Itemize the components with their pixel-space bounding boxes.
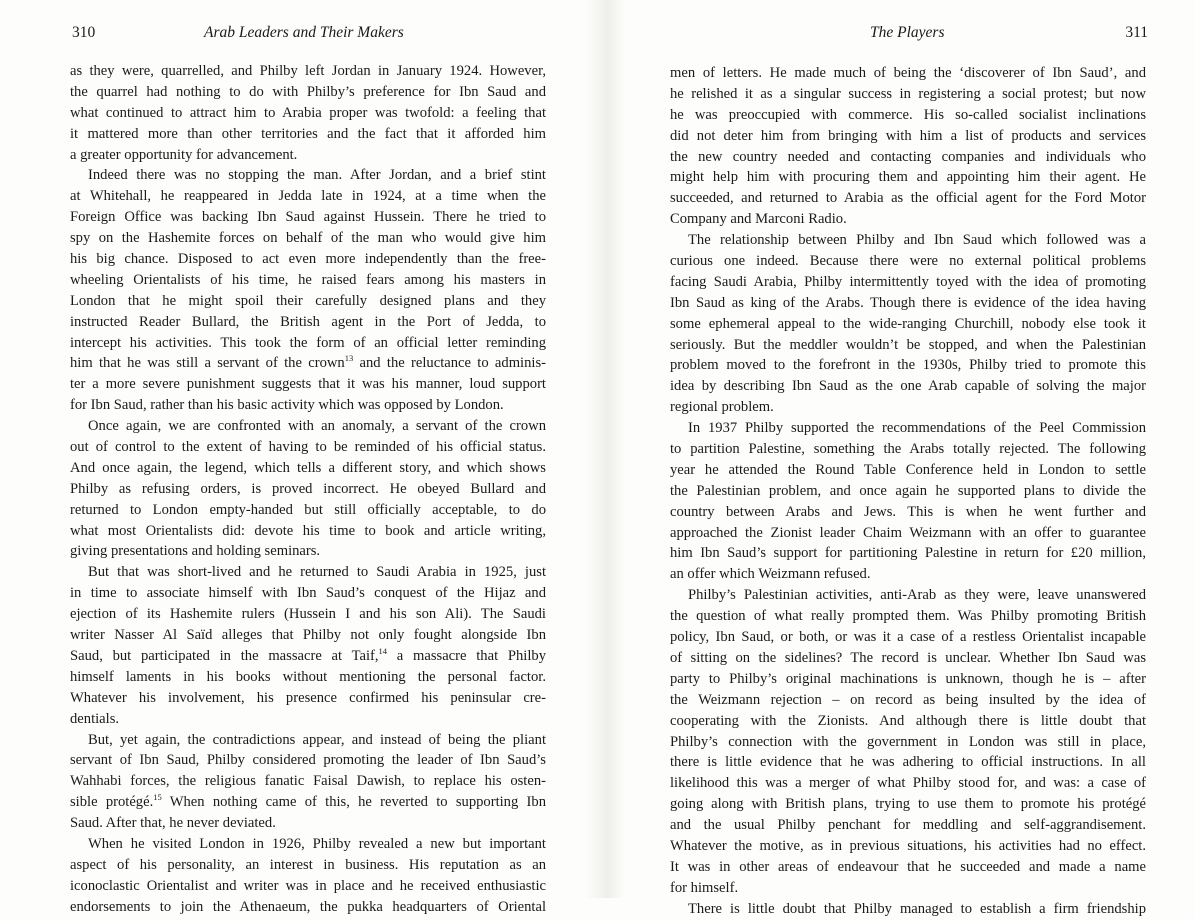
left-page-number: 310 — [72, 24, 96, 41]
text-line — [670, 63, 1146, 84]
text-segment: likelihood this was a merger of what Philby stood for, and was: a case of — [670, 775, 1146, 792]
text-segment: ejection of its Hashemite rulers (Hussein I and his son Ali). The Saudi — [70, 606, 546, 623]
text-segment: to partition Palestine, something the Arabs totally rejected. The following — [670, 441, 1146, 458]
text-line — [70, 897, 546, 918]
text-segment: year he attended the Round Table Conference held in London to settle — [670, 461, 1146, 478]
text-line — [670, 878, 1146, 899]
text-segment: in time to associate himself with Ibn Saud’s conquest of the Hijaz and — [70, 585, 546, 602]
text-line — [670, 669, 1146, 690]
text-line — [670, 564, 1146, 585]
right-page-body — [670, 63, 1146, 920]
text-segment: wheeling Orientalists of his time, he raised fears among his masters in — [70, 271, 546, 288]
text-line — [670, 314, 1146, 335]
text-line — [670, 585, 1146, 606]
text-segment: problem moved to the forefront in the 1930s, Philby tried to promote this — [670, 357, 1146, 374]
text-segment: The relationship between Philby and Ibn Saud which followed was a — [688, 232, 1146, 249]
footnote-marker: 13 — [344, 353, 354, 364]
text-segment: seriously. But the meddler wouldn’t be stopped, and when the Palestinian — [670, 336, 1146, 353]
right-running-head: The Players — [870, 24, 945, 41]
text-line — [670, 397, 1146, 418]
text-line — [70, 207, 546, 228]
text-segment: party to Philby’s original machinations is unknown, though he is – after — [670, 670, 1146, 687]
text-segment: his big chance. Disposed to act even more independently than the free- — [70, 251, 546, 268]
right-running-header — [670, 24, 1146, 44]
text-segment: But, yet again, the contradictions appear, and instead of being the pliant — [88, 731, 546, 748]
text-line — [70, 771, 546, 792]
text-line — [670, 105, 1146, 126]
text-line — [670, 167, 1146, 188]
text-segment: aspect of his personality, an interest in business. His reputation as an — [70, 856, 546, 873]
text-segment: a greater opportunity for advancement. — [70, 146, 298, 163]
text-segment: Philby as refusing orders, is proved incorrect. He obeyed Bullard and — [70, 480, 546, 497]
text-segment: giving presentations and holding seminars. — [70, 543, 321, 560]
text-segment: and the usual Philby penchant for meddling and self-aggrandisement. — [670, 817, 1146, 834]
text-line — [70, 291, 546, 312]
text-segment: Foreign Office was backing Ibn Saud against Hussein. There he tried to — [70, 209, 546, 226]
text-line — [670, 648, 1146, 669]
text-line — [670, 502, 1146, 523]
text-segment: intercept his activities. This took the form of an official letter reminding — [70, 334, 546, 351]
text-segment: instructed Reader Bullard, the British agent in the Port of Jedda, to — [70, 313, 546, 330]
text-segment: he relished it as a singular success in registering a social protest; but now — [670, 85, 1146, 102]
left-running-header — [70, 24, 546, 44]
text-segment: him that he was still a servant of the crown — [70, 355, 345, 372]
text-segment: dentials. — [70, 710, 120, 727]
text-segment: iconoclastic Orientalist and writer was in place and he received enthusiastic — [70, 877, 546, 894]
text-line — [70, 625, 546, 646]
text-line — [70, 228, 546, 249]
text-segment: a massacre that Philby — [387, 647, 546, 664]
text-segment: regional problem. — [670, 399, 774, 416]
text-line — [670, 209, 1146, 230]
text-line — [70, 82, 546, 103]
book-gutter — [585, 0, 625, 898]
text-line — [70, 395, 546, 416]
text-segment: did not deter him from bringing with him a list of products and services — [670, 127, 1146, 144]
text-segment: There is little doubt that Philby managed to establish a firm friendship — [688, 900, 1146, 917]
left-running-head: Arab Leaders and Their Makers — [204, 24, 404, 41]
text-segment: the Palestinian problem, and once again he supported plans to divide the — [670, 482, 1146, 499]
text-line — [670, 126, 1146, 147]
text-line — [70, 834, 546, 855]
text-segment: and the reluctance to adminis- — [353, 355, 547, 372]
right-page — [670, 0, 1148, 917]
text-line — [670, 523, 1146, 544]
text-segment: endorsements to join the Athenaeum, the pukka headquarters of Oriental — [70, 898, 546, 915]
text-line — [70, 667, 546, 688]
text-segment: there is little evidence that he was adhering to official instructions. In all — [670, 754, 1146, 771]
text-line — [670, 794, 1146, 815]
text-segment: facing Saudi Arabia, Philby intermittently toyed with the idea of promoting — [670, 273, 1146, 290]
text-segment: Saud. After that, he never deviated. — [70, 815, 276, 832]
text-segment: for Ibn Saud, rather than his basic activity which was opposed by London. — [70, 397, 504, 414]
text-segment: of sitting on the sidelines? The record is unclear. Whether Ibn Saud was — [670, 649, 1146, 666]
text-line — [670, 147, 1146, 168]
text-line — [70, 855, 546, 876]
text-segment: some ephemeral appeal to the wide-ranging Churchill, nobody else took it — [670, 315, 1146, 332]
text-segment: he was preoccupied with commerce. His so-called socialist inclinations — [670, 106, 1146, 123]
text-segment: When he visited London in 1926, Philby revealed a new but important — [88, 835, 546, 852]
text-segment: returned to London empty-handed but still officially acceptable, to do — [70, 501, 546, 518]
left-page-body — [70, 61, 546, 918]
text-line — [70, 521, 546, 542]
text-segment: the Weizmann rejection – on record as being insulted by the idea of — [670, 691, 1146, 708]
text-line — [70, 312, 546, 333]
text-line — [70, 813, 546, 834]
text-line — [70, 541, 546, 562]
text-line — [70, 61, 546, 82]
text-line — [670, 543, 1146, 564]
text-segment: succeeded, and returned to Arabia as the official agent for the Ford Motor — [670, 190, 1146, 207]
text-segment: might help him with procuring them and appointing him their agent. He — [670, 169, 1146, 186]
text-line — [70, 688, 546, 709]
text-line — [70, 646, 546, 667]
text-segment: out of control to the extent of having to be reminded of his official status. — [70, 439, 546, 456]
text-segment: Ibn Saud as king of the Arabs. Though there is evidence of the idea having — [670, 294, 1146, 311]
text-segment: ter a more severe punishment suggests that it was his manner, loud support — [70, 376, 546, 393]
text-segment: for himself. — [670, 879, 739, 896]
text-segment: cooperating with the Zionists. And although there is little doubt that — [670, 712, 1146, 729]
text-segment: at Whitehall, he reappeared in Jedda late in 1924, at a time when the — [70, 188, 546, 205]
text-segment: as they were, quarrelled, and Philby left Jordan in January 1924. However, — [70, 63, 546, 79]
text-line — [670, 84, 1146, 105]
text-line — [670, 188, 1146, 209]
text-line — [70, 792, 546, 813]
text-line — [670, 481, 1146, 502]
text-line — [670, 690, 1146, 711]
text-line — [670, 335, 1146, 356]
text-segment: approached the Zionist leader Chaim Weizmann with an offer to guarantee — [670, 524, 1146, 541]
text-segment: policy, Ibn Saud, or both, or was it a case of a restless Orientalist incapable — [670, 629, 1146, 646]
text-line — [70, 730, 546, 751]
text-segment: what continued to attract him to Arabia proper was twofold: a feeling that — [70, 104, 546, 121]
text-segment: curious one indeed. Because there were no external political problems — [670, 253, 1146, 270]
text-segment: It was in other areas of endeavour that he succeeded and made a name — [670, 858, 1146, 875]
text-line — [670, 773, 1146, 794]
text-line — [670, 711, 1146, 732]
text-line — [670, 355, 1146, 376]
text-line — [670, 815, 1146, 836]
text-segment: it mattered more than other territories and the fact that it afforded him — [70, 125, 546, 142]
text-segment: country between Arabs and Jews. This is when he went further and — [670, 503, 1146, 520]
text-line — [670, 418, 1146, 439]
text-line — [70, 103, 546, 124]
text-line — [70, 165, 546, 186]
text-segment: Wahhabi forces, the religious fanatic Faisal Dawish, to replace his osten- — [70, 773, 546, 790]
text-line — [670, 460, 1146, 481]
text-segment: him Ibn Saud’s support for partitioning Palestine in return for £20 million, — [670, 545, 1146, 562]
text-segment: And once again, the legend, which tells a different story, and which shows — [70, 459, 546, 476]
footnote-marker: 15 — [153, 792, 162, 803]
text-segment: the quarrel had nothing to do with Philby’s preference for Ibn Saud and — [70, 83, 546, 100]
text-line — [70, 145, 546, 166]
text-segment: Indeed there was no stopping the man. After Jordan, and a brief stint — [88, 167, 546, 184]
text-line — [70, 333, 546, 354]
text-line — [670, 899, 1146, 920]
text-segment: Company and Marconi Radio. — [670, 211, 847, 228]
text-segment: men of letters. He made much of being the ‘discoverer of Ibn Saud’, and — [670, 65, 1146, 81]
text-line — [70, 562, 546, 583]
text-segment: spy on the Hashemite forces on behalf of the man who would give him — [70, 230, 546, 247]
text-segment: But that was short-lived and he returned to Saudi Arabia in 1925, just — [88, 564, 546, 581]
text-line — [670, 439, 1146, 460]
text-segment: himself laments in his books without mentioning the personal factor. — [70, 668, 546, 685]
text-line — [70, 374, 546, 395]
text-segment: idea by describing Ibn Saud as the one Arab capable of solving the major — [670, 378, 1146, 395]
text-line — [70, 458, 546, 479]
text-segment: the question of what really prompted them. Was Philby promoting British — [670, 608, 1146, 625]
text-segment: the new country needed and contacting companies and individuals who — [670, 148, 1146, 165]
text-line — [670, 272, 1146, 293]
right-page-number: 311 — [1125, 24, 1148, 41]
text-line — [670, 627, 1146, 648]
text-line — [670, 732, 1146, 753]
text-line — [70, 604, 546, 625]
left-page — [70, 0, 547, 915]
text-line — [70, 583, 546, 604]
text-line — [670, 752, 1146, 773]
text-segment: Philby’s Palestinian activities, anti-Arab as they were, leave unanswered — [688, 587, 1146, 604]
text-line — [670, 606, 1146, 627]
text-line — [670, 376, 1146, 397]
text-line — [70, 249, 546, 270]
text-segment: Saud, but participated in the massacre at Taif, — [70, 647, 379, 664]
text-segment: what most Orientalists did: devote his time to book and article writing, — [70, 522, 546, 539]
text-segment: an offer which Weizmann refused. — [670, 566, 871, 583]
text-line — [670, 230, 1146, 251]
text-line — [670, 251, 1146, 272]
text-line — [70, 479, 546, 500]
text-segment: When nothing came of this, he reverted to supporting Ibn — [161, 794, 546, 811]
text-line — [670, 293, 1146, 314]
text-line — [70, 709, 546, 730]
text-segment: London that he might spoil their carefully designed plans and they — [70, 292, 546, 309]
text-line — [70, 750, 546, 771]
text-segment: Whatever the motive, as in previous situations, his activities had no effect. — [670, 837, 1146, 854]
text-segment: sible protégé. — [70, 794, 154, 811]
text-line — [70, 500, 546, 521]
text-segment: Whatever his involvement, his presence confirmed his peninsular cre- — [70, 689, 546, 706]
text-line — [70, 270, 546, 291]
text-line — [70, 416, 546, 437]
text-line — [670, 836, 1146, 857]
text-line — [70, 437, 546, 458]
text-line — [70, 353, 546, 374]
text-segment: going along with British plans, trying to use them to promote his protégé — [670, 796, 1146, 813]
text-segment: Once again, we are confronted with an anomaly, a servant of the crown — [88, 418, 546, 435]
text-segment: writer Nasser Al Saïd alleges that Philby not only fought alongside Ibn — [70, 627, 546, 644]
text-line — [670, 857, 1146, 878]
text-segment: servant of Ibn Saud, Philby considered promoting the leader of Ibn Saud’s — [70, 752, 546, 769]
text-line — [70, 186, 546, 207]
text-line — [70, 124, 546, 145]
text-segment: Philby’s connection with the government in London was still in place, — [670, 733, 1146, 750]
text-line — [70, 876, 546, 897]
text-segment: In 1937 Philby supported the recommendations of the Peel Commission — [688, 420, 1146, 437]
footnote-marker: 14 — [378, 645, 388, 656]
